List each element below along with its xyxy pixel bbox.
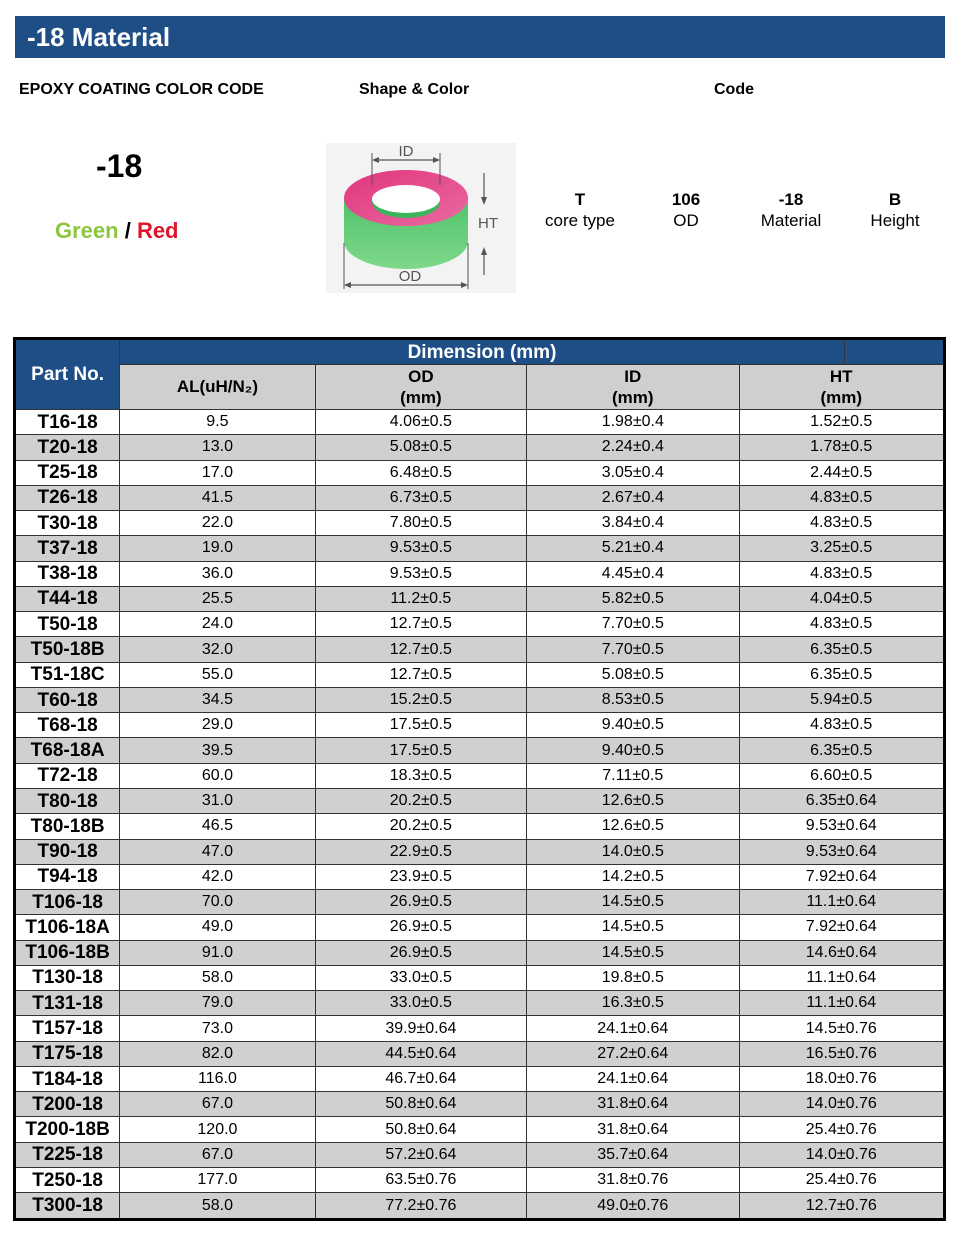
ht-value: 14.6±0.64	[739, 940, 945, 965]
od-value: 11.2±0.5	[315, 586, 526, 611]
material-code: -18	[96, 148, 143, 184]
al-value: 32.0	[120, 637, 315, 662]
part-number: T200-18	[15, 1092, 120, 1117]
part-number: T37-18	[15, 536, 120, 561]
code-part-desc: Material	[760, 211, 822, 230]
id-value: 31.8±0.64	[527, 1117, 739, 1142]
id-value: 9.40±0.5	[527, 713, 739, 738]
id-value: 14.0±0.5	[527, 839, 739, 864]
od-value: 12.7±0.5	[315, 637, 526, 662]
al-value: 55.0	[120, 662, 315, 687]
od-value: 7.80±0.5	[315, 511, 526, 536]
part-number: T38-18	[15, 561, 120, 586]
code-part-value: T	[574, 190, 586, 209]
part-number: T300-18	[15, 1193, 120, 1220]
table-row	[15, 511, 945, 536]
id-value: 14.5±0.5	[527, 940, 739, 965]
od-value: 77.2±0.76	[315, 1193, 526, 1220]
od-value: 17.5±0.5	[315, 713, 526, 738]
ht-value: 12.7±0.76	[739, 1193, 945, 1220]
od-value: 26.9±0.5	[315, 915, 526, 940]
table-row	[15, 536, 945, 561]
color-code	[55, 218, 179, 244]
id-value: 24.1±0.64	[527, 1016, 739, 1041]
od-value: 9.53±0.5	[315, 536, 526, 561]
spec-table	[13, 337, 946, 1221]
id-value: 1.98±0.4	[527, 410, 739, 435]
part-number: T106-18	[15, 890, 120, 915]
id-value: 7.11±0.5	[527, 763, 739, 788]
dimension-header-blank	[844, 339, 944, 365]
part-number: T106-18A	[15, 915, 120, 940]
al-value: 82.0	[120, 1041, 315, 1066]
code-part-height	[840, 190, 950, 231]
table-row	[15, 1092, 945, 1117]
table-row	[15, 612, 945, 637]
od-value: 44.5±0.64	[315, 1041, 526, 1066]
al-value: 39.5	[120, 738, 315, 763]
table-row	[15, 460, 945, 485]
ht-value: 6.35±0.5	[739, 637, 945, 662]
ht-value: 14.0±0.76	[739, 1092, 945, 1117]
al-value: 24.0	[120, 612, 315, 637]
ht-value: 25.4±0.76	[739, 1117, 945, 1142]
part-number: T26-18	[15, 485, 120, 510]
id-value: 12.6±0.5	[527, 814, 739, 839]
code-part-desc: core type	[545, 211, 615, 230]
od-value: 17.5±0.5	[315, 738, 526, 763]
table-row	[15, 687, 945, 712]
od-value: 12.7±0.5	[315, 612, 526, 637]
al-value: 47.0	[120, 839, 315, 864]
ht-header: HT (mm)	[739, 365, 945, 410]
part-number: T50-18B	[15, 637, 120, 662]
part-number: T30-18	[15, 511, 120, 536]
ht-value: 4.04±0.5	[739, 586, 945, 611]
table-row	[15, 435, 945, 460]
code-part-material	[736, 190, 846, 231]
table-row	[15, 864, 945, 889]
od-value: 20.2±0.5	[315, 814, 526, 839]
id-value: 3.84±0.4	[527, 511, 739, 536]
od-value: 6.73±0.5	[315, 485, 526, 510]
od-value: 9.53±0.5	[315, 561, 526, 586]
table-row	[15, 1066, 945, 1091]
table-row	[15, 1117, 945, 1142]
code-part-core-type	[525, 190, 635, 231]
ht-value: 4.83±0.5	[739, 485, 945, 510]
part-number: T130-18	[15, 965, 120, 990]
ht-value: 6.35±0.5	[739, 662, 945, 687]
id-value: 8.53±0.5	[527, 687, 739, 712]
table-row	[15, 1142, 945, 1167]
id-dimension-label: ID	[398, 143, 414, 160]
ht-value: 2.44±0.5	[739, 460, 945, 485]
code-header: Code	[714, 81, 754, 98]
part-number: T16-18	[15, 410, 120, 435]
ht-value: 9.53±0.64	[739, 839, 945, 864]
id-value: 4.45±0.4	[527, 561, 739, 586]
id-value: 14.5±0.5	[527, 890, 739, 915]
od-value: 20.2±0.5	[315, 788, 526, 813]
od-value: 18.3±0.5	[315, 763, 526, 788]
table-row	[15, 788, 945, 813]
al-value: 70.0	[120, 890, 315, 915]
code-part-desc: OD	[673, 211, 699, 230]
code-part-desc: Height	[870, 211, 920, 230]
color-separator: /	[118, 218, 137, 243]
part-number: T25-18	[15, 460, 120, 485]
table-row	[15, 586, 945, 611]
od-value: 12.7±0.5	[315, 662, 526, 687]
al-value: 79.0	[120, 991, 315, 1016]
table-row	[15, 662, 945, 687]
ht-value: 25.4±0.76	[739, 1167, 945, 1192]
od-value: 57.2±0.64	[315, 1142, 526, 1167]
table-row	[15, 738, 945, 763]
al-value: 19.0	[120, 536, 315, 561]
al-value: 36.0	[120, 561, 315, 586]
table-row	[15, 1193, 945, 1220]
al-value: 22.0	[120, 511, 315, 536]
table-row	[15, 965, 945, 990]
part-number: T20-18	[15, 435, 120, 460]
part-number: T44-18	[15, 586, 120, 611]
al-value: 49.0	[120, 915, 315, 940]
al-value: 120.0	[120, 1117, 315, 1142]
id-header: ID (mm)	[527, 365, 739, 410]
ht-value: 14.0±0.76	[739, 1142, 945, 1167]
id-value: 31.8±0.64	[527, 1092, 739, 1117]
ht-dimension-label: HT	[478, 215, 498, 232]
ht-value: 4.83±0.5	[739, 612, 945, 637]
id-value: 7.70±0.5	[527, 637, 739, 662]
od-value: 5.08±0.5	[315, 435, 526, 460]
table-row	[15, 839, 945, 864]
epoxy-color-code-header: EPOXY COATING COLOR CODE	[19, 81, 264, 98]
table-row	[15, 890, 945, 915]
ht-value: 3.25±0.5	[739, 536, 945, 561]
id-value: 24.1±0.64	[527, 1066, 739, 1091]
id-value: 31.8±0.76	[527, 1167, 739, 1192]
shape-color-header: Shape & Color	[359, 81, 470, 98]
part-number: T50-18	[15, 612, 120, 637]
ht-value: 5.94±0.5	[739, 687, 945, 712]
toroid-hole-top	[372, 185, 440, 213]
code-part-od	[631, 190, 741, 231]
od-dimension-label: OD	[398, 268, 422, 285]
part-number: T72-18	[15, 763, 120, 788]
table-row	[15, 410, 945, 435]
dimension-header: Dimension (mm)	[120, 339, 845, 365]
color-red-label: Red	[136, 218, 179, 243]
title-bar	[15, 16, 945, 58]
od-value: 33.0±0.5	[315, 965, 526, 990]
ht-value: 6.60±0.5	[739, 763, 945, 788]
od-value: 33.0±0.5	[315, 991, 526, 1016]
ht-value: 11.1±0.64	[739, 991, 945, 1016]
al-value: 25.5	[120, 586, 315, 611]
ht-value: 11.1±0.64	[739, 890, 945, 915]
od-value: 50.8±0.64	[315, 1092, 526, 1117]
id-value: 3.05±0.4	[527, 460, 739, 485]
id-value: 2.24±0.4	[527, 435, 739, 460]
od-value: 23.9±0.5	[315, 864, 526, 889]
al-value: 116.0	[120, 1066, 315, 1091]
table-row	[15, 915, 945, 940]
ht-value: 16.5±0.76	[739, 1041, 945, 1066]
od-value: 50.8±0.64	[315, 1117, 526, 1142]
color-green-label: Green	[55, 218, 119, 243]
id-value: 35.7±0.64	[527, 1142, 739, 1167]
part-number: T225-18	[15, 1142, 120, 1167]
od-value: 15.2±0.5	[315, 687, 526, 712]
al-value: 67.0	[120, 1092, 315, 1117]
part-number: T51-18C	[15, 662, 120, 687]
id-value: 5.21±0.4	[527, 536, 739, 561]
part-number: T175-18	[15, 1041, 120, 1066]
id-value: 19.8±0.5	[527, 965, 739, 990]
id-value: 14.2±0.5	[527, 864, 739, 889]
table-row	[15, 1167, 945, 1192]
part-number: T184-18	[15, 1066, 120, 1091]
al-value: 34.5	[120, 687, 315, 712]
od-value: 26.9±0.5	[315, 940, 526, 965]
al-value: 177.0	[120, 1167, 315, 1192]
ht-value: 6.35±0.5	[739, 738, 945, 763]
part-no-header: Part No.	[15, 339, 120, 410]
table-row	[15, 1016, 945, 1041]
ht-value: 4.83±0.5	[739, 561, 945, 586]
al-header: AL(uH/N₂)	[120, 365, 315, 410]
id-value: 27.2±0.64	[527, 1041, 739, 1066]
al-value: 42.0	[120, 864, 315, 889]
al-value: 13.0	[120, 435, 315, 460]
ht-value: 7.92±0.64	[739, 864, 945, 889]
part-number: T131-18	[15, 991, 120, 1016]
od-value: 39.9±0.64	[315, 1016, 526, 1041]
spec-table-body	[15, 410, 945, 1220]
id-value: 7.70±0.5	[527, 612, 739, 637]
table-row	[15, 991, 945, 1016]
al-value: 9.5	[120, 410, 315, 435]
al-value: 73.0	[120, 1016, 315, 1041]
table-row	[15, 713, 945, 738]
al-value: 41.5	[120, 485, 315, 510]
table-row	[15, 561, 945, 586]
al-value: 29.0	[120, 713, 315, 738]
ht-value: 11.1±0.64	[739, 965, 945, 990]
al-value: 58.0	[120, 1193, 315, 1220]
od-value: 22.9±0.5	[315, 839, 526, 864]
code-part-value: 106	[671, 190, 701, 209]
table-row	[15, 485, 945, 510]
part-number: T68-18	[15, 713, 120, 738]
id-value: 5.08±0.5	[527, 662, 739, 687]
ht-value: 14.5±0.76	[739, 1016, 945, 1041]
table-row	[15, 763, 945, 788]
od-value: 26.9±0.5	[315, 890, 526, 915]
toroid-diagram	[326, 143, 516, 293]
part-number: T68-18A	[15, 738, 120, 763]
table-row	[15, 814, 945, 839]
code-part-value: B	[888, 190, 902, 209]
id-value: 2.67±0.4	[527, 485, 739, 510]
part-number: T60-18	[15, 687, 120, 712]
ht-value: 4.83±0.5	[739, 511, 945, 536]
table-row	[15, 637, 945, 662]
al-value: 31.0	[120, 788, 315, 813]
al-value: 67.0	[120, 1142, 315, 1167]
od-value: 4.06±0.5	[315, 410, 526, 435]
od-value: 63.5±0.76	[315, 1167, 526, 1192]
od-header: OD (mm)	[315, 365, 526, 410]
al-value: 60.0	[120, 763, 315, 788]
ht-value: 1.52±0.5	[739, 410, 945, 435]
id-value: 49.0±0.76	[527, 1193, 739, 1220]
od-value: 6.48±0.5	[315, 460, 526, 485]
od-value: 46.7±0.64	[315, 1066, 526, 1091]
id-value: 12.6±0.5	[527, 788, 739, 813]
part-number: T80-18	[15, 788, 120, 813]
ht-value: 7.92±0.64	[739, 915, 945, 940]
part-number: T200-18B	[15, 1117, 120, 1142]
al-value: 46.5	[120, 814, 315, 839]
ht-value: 4.83±0.5	[739, 713, 945, 738]
ht-value: 6.35±0.64	[739, 788, 945, 813]
table-row	[15, 940, 945, 965]
id-value: 5.82±0.5	[527, 586, 739, 611]
id-value: 14.5±0.5	[527, 915, 739, 940]
part-number: T106-18B	[15, 940, 120, 965]
al-value: 58.0	[120, 965, 315, 990]
id-value: 16.3±0.5	[527, 991, 739, 1016]
al-value: 17.0	[120, 460, 315, 485]
page-title: -18 Material	[27, 22, 171, 52]
part-number: T80-18B	[15, 814, 120, 839]
part-number: T250-18	[15, 1167, 120, 1192]
ht-value: 9.53±0.64	[739, 814, 945, 839]
id-value: 9.40±0.5	[527, 738, 739, 763]
ht-value: 18.0±0.76	[739, 1066, 945, 1091]
code-part-value: -18	[778, 190, 804, 209]
part-number: T94-18	[15, 864, 120, 889]
ht-value: 1.78±0.5	[739, 435, 945, 460]
al-value: 91.0	[120, 940, 315, 965]
part-number: T90-18	[15, 839, 120, 864]
table-row	[15, 1041, 945, 1066]
part-number: T157-18	[15, 1016, 120, 1041]
